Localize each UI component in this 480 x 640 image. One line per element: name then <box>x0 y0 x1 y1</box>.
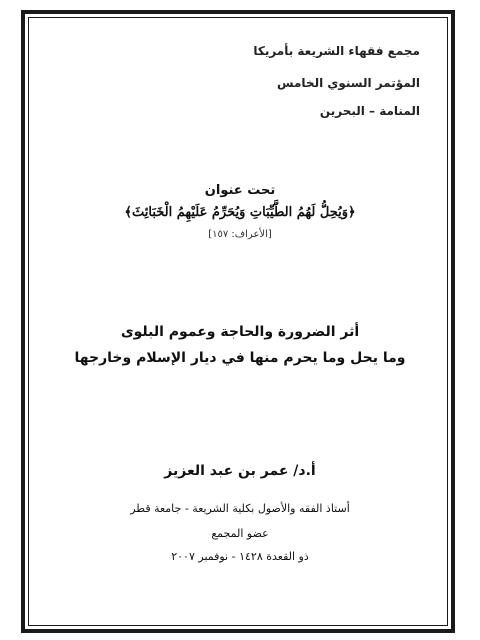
verse-reference: [الأعراف: ١٥٧] <box>208 229 272 240</box>
author-name: أ.د/ عمر بن عبد العزيز <box>164 463 316 479</box>
document-title-line1: أثر الضرورة والحاجة وعموم البلوى <box>120 324 360 340</box>
subtitle-label: تحت عنوان <box>204 183 276 198</box>
header-organization: مجمع فقهاء الشريعة بأمريكا <box>253 44 420 58</box>
author-position: أستاذ الفقه والأصول بكلية الشريعة - جامعة قطر <box>130 502 350 515</box>
document-date: ذو القعدة ١٤٢٨ - نوفمبر ٢٠٠٧ <box>171 550 309 563</box>
author-membership: عضو المجمع <box>211 527 269 540</box>
header-conference: المؤتمر السنوي الخامس <box>277 76 420 90</box>
quran-verse: ﴿وَيُحِلُّ لَهُمُ الطَّيِّبَاتِ وَيُحَرِّمُ عَلَيْهِمُ الْخَبَائِثَ﴾ <box>124 205 356 220</box>
header-location: المنامة – البحرين <box>319 104 420 118</box>
document-title-line2: وما يحل وما يحرم منها في ديار الإسلام وخارجها <box>74 350 406 366</box>
